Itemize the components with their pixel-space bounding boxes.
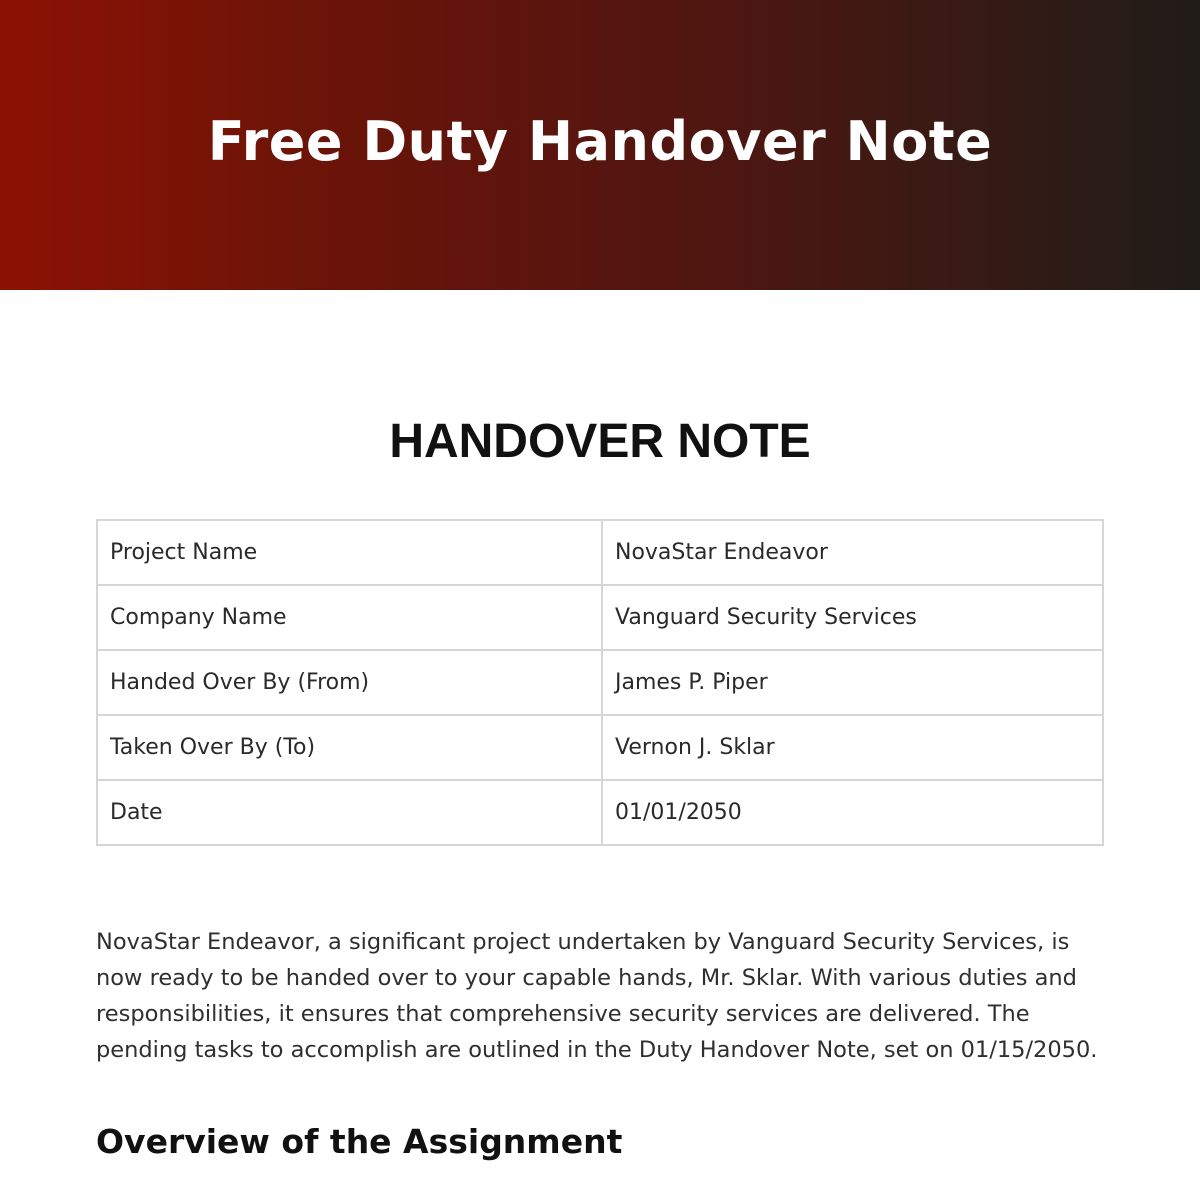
row-value: Vanguard Security Services	[602, 585, 1103, 650]
section-heading-overview: Overview of the Assignment	[96, 1122, 623, 1161]
row-label: Taken Over By (To)	[97, 715, 602, 780]
header-banner	[0, 0, 1200, 290]
table-row	[97, 585, 1103, 650]
row-value: NovaStar Endeavor	[602, 520, 1103, 585]
row-label: Company Name	[97, 585, 602, 650]
handover-info-table	[96, 519, 1104, 846]
table-row	[97, 780, 1103, 845]
row-value: Vernon J. Sklar	[602, 715, 1103, 780]
row-label: Handed Over By (From)	[97, 650, 602, 715]
row-value: James P. Piper	[602, 650, 1103, 715]
row-value: 01/01/2050	[602, 780, 1103, 845]
row-label: Date	[97, 780, 602, 845]
document-title: HANDOVER NOTE	[389, 415, 811, 468]
intro-paragraph: NovaStar Endeavor, a significant project undertaken by Vanguard Security Services, is now ready to be handed over to your capable hands, Mr. Sklar. With various duties and responsibilities, it ensures that comprehensive security services are delivered. The pending tasks to accomplish are outlined in the Duty Handover Note, set on 01/15/2050.	[96, 929, 1098, 1063]
table-row	[97, 650, 1103, 715]
table-row	[97, 520, 1103, 585]
banner-title: Free Duty Handover Note	[207, 109, 993, 173]
row-label: Project Name	[97, 520, 602, 585]
table-row	[97, 715, 1103, 780]
